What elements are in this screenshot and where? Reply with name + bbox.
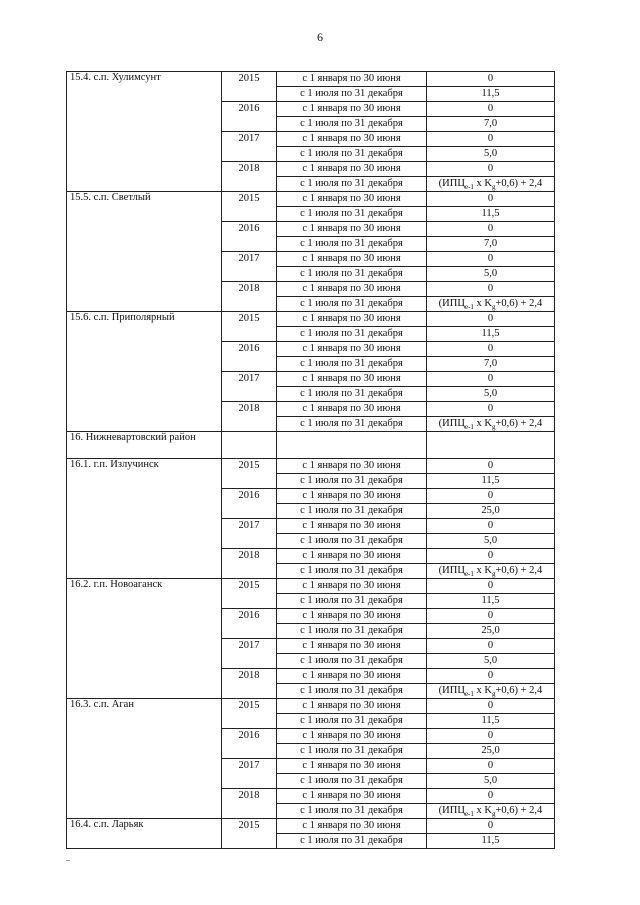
value-cell: 11,5 bbox=[427, 327, 555, 342]
tariff-table-body bbox=[67, 72, 555, 849]
value-cell: 11,5 bbox=[427, 87, 555, 102]
formula-mid: x K bbox=[473, 805, 492, 816]
value-cell: 0 bbox=[427, 549, 555, 564]
value-cell: 0 bbox=[427, 342, 555, 357]
period-cell: с 1 июля по 31 декабря bbox=[277, 417, 427, 432]
value-cell: 0 bbox=[427, 789, 555, 804]
value-cell: 0 bbox=[427, 162, 555, 177]
period-cell: с 1 июля по 31 декабря bbox=[277, 387, 427, 402]
period-cell: с 1 января по 30 июня bbox=[277, 729, 427, 744]
formula-cell bbox=[427, 297, 555, 312]
period-cell: с 1 января по 30 июня bbox=[277, 819, 427, 834]
value-cell: 7,0 bbox=[427, 117, 555, 132]
period-cell: с 1 июля по 31 декабря bbox=[277, 834, 427, 849]
formula-prefix: (ИПЦ bbox=[438, 178, 465, 189]
year-cell: 2018 bbox=[222, 162, 277, 192]
value-cell: 25,0 bbox=[427, 624, 555, 639]
year-cell: 2017 bbox=[222, 252, 277, 282]
formula-mid: x K bbox=[473, 418, 492, 429]
formula-mid: x K bbox=[473, 685, 492, 696]
settlement-name: 16.3. с.п. Аган bbox=[67, 699, 222, 819]
district-name: 16. Нижневартовский район bbox=[67, 432, 222, 459]
period-cell: с 1 июля по 31 декабря bbox=[277, 207, 427, 222]
settlement-name: 15.4. с.п. Хулимсунт bbox=[67, 72, 222, 192]
formula-prefix: (ИПЦ bbox=[438, 565, 465, 576]
table-row bbox=[67, 312, 555, 327]
settlement-name: 16.1. г.п. Излучинск bbox=[67, 459, 222, 579]
table-row bbox=[67, 72, 555, 87]
period-cell: с 1 июля по 31 декабря bbox=[277, 87, 427, 102]
settlement-name: 15.5. с.п. Светлый bbox=[67, 192, 222, 312]
period-cell: с 1 июля по 31 декабря bbox=[277, 147, 427, 162]
period-cell: с 1 января по 30 июня bbox=[277, 609, 427, 624]
period-cell: с 1 января по 30 июня bbox=[277, 639, 427, 654]
table-row bbox=[67, 699, 555, 714]
formula-suffix: +0,6) + 2,4 bbox=[495, 685, 543, 696]
period-cell: с 1 января по 30 июня bbox=[277, 282, 427, 297]
footer-mark bbox=[66, 860, 70, 861]
table-row bbox=[67, 459, 555, 474]
settlement-name: 16.2. г.п. Новоаганск bbox=[67, 579, 222, 699]
period-cell: с 1 июля по 31 декабря bbox=[277, 594, 427, 609]
period-cell: с 1 июля по 31 декабря bbox=[277, 357, 427, 372]
formula-sub-index: e-1 bbox=[464, 423, 474, 432]
formula-sub-g: g bbox=[491, 303, 496, 312]
formula-cell bbox=[427, 684, 555, 699]
year-cell: 2018 bbox=[222, 669, 277, 699]
value-cell: 0 bbox=[427, 102, 555, 117]
settlement-name: 15.6. с.п. Приполярный bbox=[67, 312, 222, 432]
value-cell: 0 bbox=[427, 282, 555, 297]
value-cell: 0 bbox=[427, 579, 555, 594]
period-cell: с 1 июля по 31 декабря bbox=[277, 684, 427, 699]
year-cell: 2017 bbox=[222, 519, 277, 549]
formula-sub-index: e-1 bbox=[464, 570, 474, 579]
value-cell: 0 bbox=[427, 669, 555, 684]
period-cell: с 1 января по 30 июня bbox=[277, 252, 427, 267]
value-cell: 11,5 bbox=[427, 474, 555, 489]
period-cell: с 1 января по 30 июня bbox=[277, 549, 427, 564]
year-cell: 2016 bbox=[222, 102, 277, 132]
value-cell: 0 bbox=[427, 192, 555, 207]
period-cell: с 1 января по 30 июня bbox=[277, 372, 427, 387]
year-cell: 2016 bbox=[222, 729, 277, 759]
formula-mid: x K bbox=[473, 565, 492, 576]
period-cell: с 1 января по 30 июня bbox=[277, 789, 427, 804]
table-row bbox=[67, 579, 555, 594]
formula-cell bbox=[427, 177, 555, 192]
year-cell: 2015 bbox=[222, 72, 277, 102]
value-cell: 11,5 bbox=[427, 834, 555, 849]
formula-prefix: (ИПЦ bbox=[438, 418, 465, 429]
period-cell: с 1 января по 30 июня bbox=[277, 192, 427, 207]
year-cell: 2016 bbox=[222, 489, 277, 519]
period-cell: с 1 января по 30 июня bbox=[277, 312, 427, 327]
period-cell: с 1 января по 30 июня bbox=[277, 759, 427, 774]
formula-sub-index: e-1 bbox=[464, 183, 474, 192]
empty-cell bbox=[427, 432, 555, 459]
formula-prefix: (ИПЦ bbox=[438, 805, 465, 816]
period-cell: с 1 июля по 31 декабря bbox=[277, 774, 427, 789]
value-cell: 5,0 bbox=[427, 774, 555, 789]
period-cell: с 1 июля по 31 декабря bbox=[277, 177, 427, 192]
value-cell: 0 bbox=[427, 639, 555, 654]
value-cell: 0 bbox=[427, 312, 555, 327]
period-cell: с 1 июля по 31 декабря bbox=[277, 654, 427, 669]
year-cell: 2017 bbox=[222, 639, 277, 669]
table-row bbox=[67, 819, 555, 834]
period-cell: с 1 июля по 31 декабря bbox=[277, 327, 427, 342]
value-cell: 7,0 bbox=[427, 357, 555, 372]
formula-mid: x K bbox=[473, 298, 492, 309]
value-cell: 0 bbox=[427, 252, 555, 267]
period-cell: с 1 июля по 31 декабря bbox=[277, 624, 427, 639]
value-cell: 0 bbox=[427, 489, 555, 504]
formula-sub-index: e-1 bbox=[464, 690, 474, 699]
value-cell: 5,0 bbox=[427, 534, 555, 549]
year-cell: 2017 bbox=[222, 132, 277, 162]
period-cell: с 1 июля по 31 декабря bbox=[277, 534, 427, 549]
period-cell: с 1 июля по 31 декабря bbox=[277, 564, 427, 579]
period-cell: с 1 января по 30 июня bbox=[277, 489, 427, 504]
value-cell: 0 bbox=[427, 519, 555, 534]
period-cell: с 1 июля по 31 декабря bbox=[277, 474, 427, 489]
period-cell: с 1 июля по 31 декабря bbox=[277, 267, 427, 282]
value-cell: 0 bbox=[427, 222, 555, 237]
period-cell: с 1 июля по 31 декабря bbox=[277, 804, 427, 819]
period-cell: с 1 января по 30 июня bbox=[277, 519, 427, 534]
value-cell: 25,0 bbox=[427, 504, 555, 519]
value-cell: 0 bbox=[427, 759, 555, 774]
formula-suffix: +0,6) + 2,4 bbox=[495, 178, 543, 189]
period-cell: с 1 января по 30 июня bbox=[277, 222, 427, 237]
year-cell: 2015 bbox=[222, 699, 277, 729]
formula-sub-index: e-1 bbox=[464, 303, 474, 312]
page-number: 6 bbox=[317, 30, 323, 44]
value-cell: 25,0 bbox=[427, 744, 555, 759]
formula-prefix: (ИПЦ bbox=[438, 298, 465, 309]
period-cell: с 1 января по 30 июня bbox=[277, 459, 427, 474]
period-cell: с 1 января по 30 июня bbox=[277, 579, 427, 594]
value-cell: 0 bbox=[427, 609, 555, 624]
value-cell: 11,5 bbox=[427, 207, 555, 222]
value-cell: 5,0 bbox=[427, 387, 555, 402]
district-heading-row bbox=[67, 432, 555, 459]
settlement-name: 16.4. с.п. Ларьяк bbox=[67, 819, 222, 849]
formula-cell bbox=[427, 564, 555, 579]
formula-prefix: (ИПЦ bbox=[438, 685, 465, 696]
value-cell: 5,0 bbox=[427, 267, 555, 282]
year-cell: 2017 bbox=[222, 759, 277, 789]
formula-sub-index: e-1 bbox=[464, 810, 474, 819]
formula-sub-g: g bbox=[491, 810, 496, 819]
period-cell: с 1 января по 30 июня bbox=[277, 162, 427, 177]
year-cell: 2017 bbox=[222, 372, 277, 402]
period-cell: с 1 января по 30 июня bbox=[277, 132, 427, 147]
formula-cell bbox=[427, 804, 555, 819]
year-cell: 2015 bbox=[222, 459, 277, 489]
empty-cell bbox=[277, 432, 427, 459]
value-cell: 11,5 bbox=[427, 714, 555, 729]
value-cell: 0 bbox=[427, 699, 555, 714]
value-cell: 5,0 bbox=[427, 147, 555, 162]
value-cell: 0 bbox=[427, 729, 555, 744]
period-cell: с 1 июля по 31 декабря bbox=[277, 714, 427, 729]
year-cell: 2016 bbox=[222, 222, 277, 252]
empty-cell bbox=[222, 432, 277, 459]
year-cell: 2015 bbox=[222, 819, 277, 849]
value-cell: 11,5 bbox=[427, 594, 555, 609]
tariff-table bbox=[66, 71, 555, 849]
formula-sub-g: g bbox=[491, 423, 496, 432]
year-cell: 2016 bbox=[222, 609, 277, 639]
period-cell: с 1 июля по 31 декабря bbox=[277, 504, 427, 519]
year-cell: 2015 bbox=[222, 579, 277, 609]
formula-cell bbox=[427, 417, 555, 432]
period-cell: с 1 июля по 31 декабря bbox=[277, 744, 427, 759]
period-cell: с 1 января по 30 июня bbox=[277, 669, 427, 684]
value-cell: 0 bbox=[427, 372, 555, 387]
year-cell: 2018 bbox=[222, 402, 277, 432]
period-cell: с 1 января по 30 июня bbox=[277, 342, 427, 357]
value-cell: 5,0 bbox=[427, 654, 555, 669]
formula-sub-g: g bbox=[491, 183, 496, 192]
year-cell: 2015 bbox=[222, 312, 277, 342]
formula-suffix: +0,6) + 2,4 bbox=[495, 418, 543, 429]
year-cell: 2015 bbox=[222, 192, 277, 222]
period-cell: с 1 января по 30 июня bbox=[277, 102, 427, 117]
formula-suffix: +0,6) + 2,4 bbox=[495, 298, 543, 309]
formula-suffix: +0,6) + 2,4 bbox=[495, 565, 543, 576]
year-cell: 2018 bbox=[222, 789, 277, 819]
formula-mid: x K bbox=[473, 178, 492, 189]
value-cell: 0 bbox=[427, 72, 555, 87]
value-cell: 0 bbox=[427, 819, 555, 834]
table-row bbox=[67, 192, 555, 207]
value-cell: 0 bbox=[427, 459, 555, 474]
year-cell: 2018 bbox=[222, 549, 277, 579]
year-cell: 2018 bbox=[222, 282, 277, 312]
value-cell: 0 bbox=[427, 132, 555, 147]
value-cell: 0 bbox=[427, 402, 555, 417]
period-cell: с 1 июля по 31 декабря bbox=[277, 237, 427, 252]
period-cell: с 1 июля по 31 декабря bbox=[277, 117, 427, 132]
period-cell: с 1 января по 30 июня bbox=[277, 402, 427, 417]
year-cell: 2016 bbox=[222, 342, 277, 372]
formula-suffix: +0,6) + 2,4 bbox=[495, 805, 543, 816]
period-cell: с 1 января по 30 июня bbox=[277, 72, 427, 87]
value-cell: 7,0 bbox=[427, 237, 555, 252]
period-cell: с 1 января по 30 июня bbox=[277, 699, 427, 714]
formula-sub-g: g bbox=[491, 570, 496, 579]
formula-sub-g: g bbox=[491, 690, 496, 699]
period-cell: с 1 июля по 31 декабря bbox=[277, 297, 427, 312]
